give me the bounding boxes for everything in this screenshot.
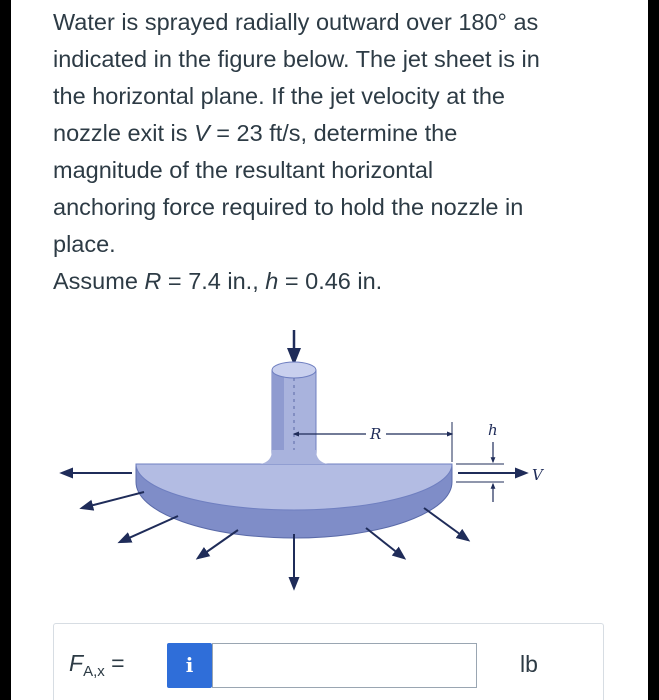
answer-label: $F_{A,x}$ = [69, 650, 125, 680]
label-R: R [370, 425, 382, 443]
jet-arrow-down-left [198, 530, 238, 558]
jet-arrow-right-down [424, 508, 468, 540]
assumption-line: Assume R = 7.4 in., h = 0.46 in. [53, 268, 383, 294]
window-edge-left [0, 0, 11, 700]
answer-panel [53, 623, 604, 700]
problem-statement [53, 4, 633, 300]
pipe-opening [272, 362, 316, 378]
problem-line-5: magnitude of the resultant horizontal [53, 157, 434, 183]
jet-arrow-down-right [366, 528, 404, 558]
problem-line-7: place. [53, 231, 116, 257]
answer-unit: lb [520, 651, 538, 677]
problem-line-3: the horizontal plane. If the jet velocity at the [53, 83, 505, 109]
nozzle-figure [48, 322, 578, 600]
problem-line-2: indicated in the figure below. The jet sheet is in [53, 46, 540, 72]
window-edge-right [648, 0, 659, 700]
jet-arrow-left-lower [82, 492, 144, 508]
problem-line-4: nozzle exit is V = 23 ft/s, determine the [53, 120, 458, 146]
label-V: V [532, 466, 543, 484]
jet-arrow-left-down [120, 516, 178, 542]
answer-input[interactable] [212, 643, 477, 688]
problem-line-1: Water is sprayed radially outward over 180° as [53, 9, 539, 35]
label-h: h [488, 421, 498, 439]
problem-line-6: anchoring force required to hold the nozzle in [53, 194, 524, 220]
info-button[interactable]: i [167, 643, 212, 688]
